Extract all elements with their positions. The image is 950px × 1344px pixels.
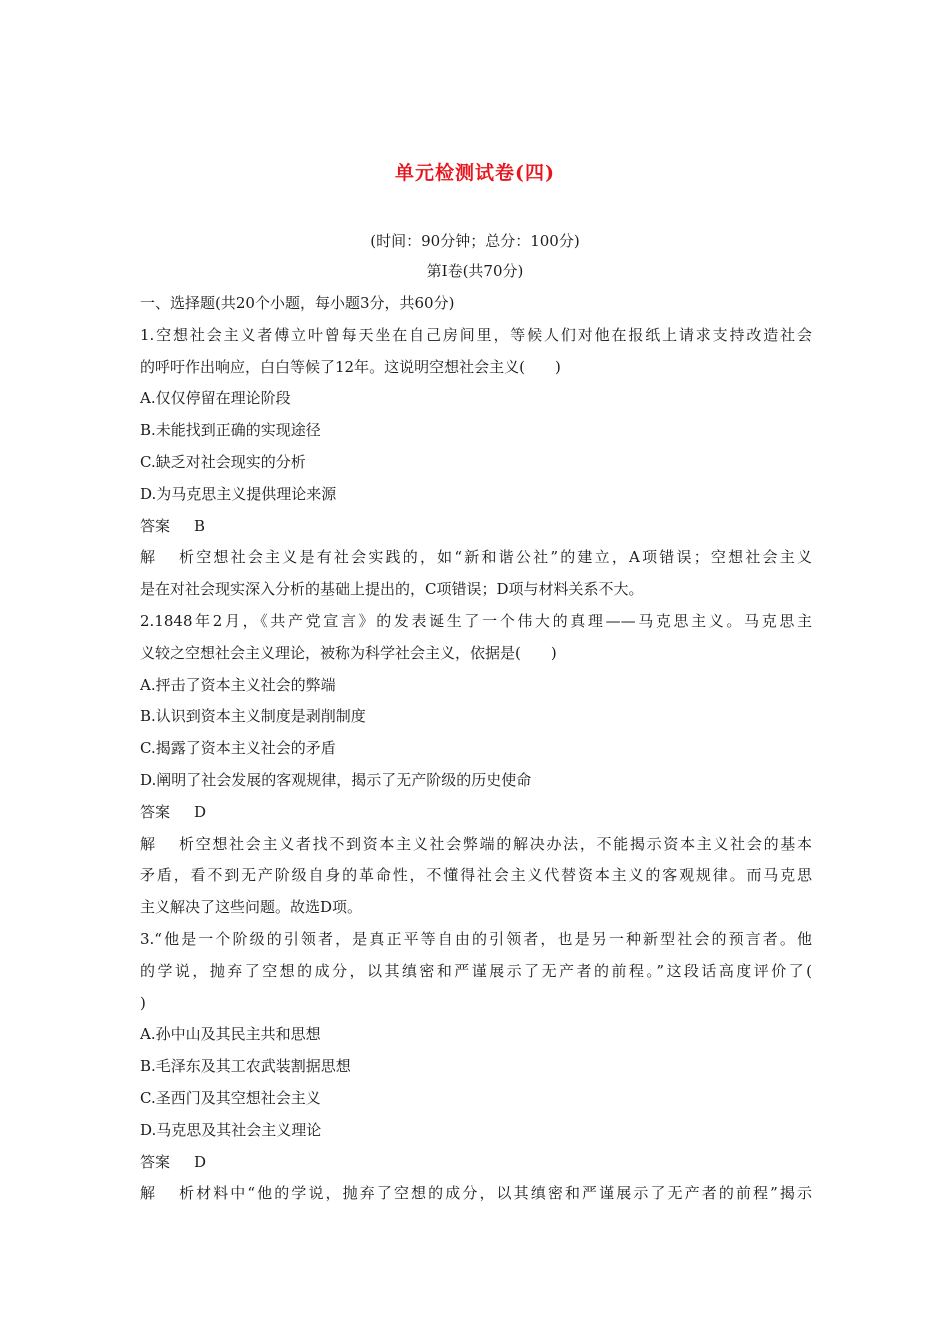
- analysis-line: 矛盾，看不到无产阶级自身的革命性，不懂得社会主义代替资本主义的客观规律。而马克思: [140, 866, 812, 885]
- question-stem-line: 1.空想社会主义者傅立叶曾每天坐在自己房间里，等候人们对他在报纸上请求支持改造社会: [140, 325, 812, 344]
- question-2: [140, 606, 812, 924]
- option-c: C.缺乏对社会现实的分析: [140, 452, 306, 471]
- answer-value: D: [194, 1152, 207, 1171]
- question-stem-line: 义较之空想社会主义理论，被称为科学社会主义，依据是( ): [140, 643, 557, 662]
- question-stem-line: 的学说，抛弃了空想的成分，以其缜密和严谨展示了无产者的前程。”这段话高度评价了(: [140, 961, 812, 980]
- section-heading: 一、选择题(共20个小题，每小题3分，共60分): [140, 294, 455, 312]
- question-3: [140, 924, 812, 1210]
- analysis-line: 是在对社会现实深入分析的基础上提出的，C项错误；D项与材料关系不大。: [140, 580, 644, 599]
- answer-line: [140, 511, 812, 543]
- option-d: D.马克思及其社会主义理论: [140, 1120, 322, 1139]
- answer-label: 答案: [140, 802, 171, 821]
- analysis-label: 解析: [140, 1184, 194, 1203]
- page-title: 单元检测试卷(四): [395, 162, 555, 184]
- analysis-text: 空想社会主义是有社会实践的，如“新和谐公社”的建立，A项错误；空想社会主义: [194, 548, 812, 567]
- analysis-line: 主义解决了这些问题。故选D项。: [140, 898, 363, 917]
- question-stem-line: 的呼吁作出响应，白白等候了12年。这说明空想社会主义( ): [140, 357, 561, 376]
- option-b: B.毛泽东及其工农武装割据思想: [140, 1057, 351, 1076]
- option-a: A.抨击了资本主义社会的弊端: [140, 675, 336, 694]
- option-c: C.圣西门及其空想社会主义: [140, 1088, 321, 1107]
- question-stem-line: ): [140, 993, 146, 1012]
- option-a: A.孙中山及其民主共和思想: [140, 1025, 321, 1044]
- analysis-line: [140, 542, 812, 574]
- answer-value: B: [194, 516, 206, 535]
- answer-value: D: [194, 802, 207, 821]
- option-b: B.认识到资本主义制度是剥削制度: [140, 707, 366, 726]
- option-b: B.未能找到正确的实现途径: [140, 421, 321, 440]
- answer-label: 答案: [140, 516, 171, 535]
- exam-content: [140, 288, 812, 1210]
- option-d: D.阐明了社会发展的客观规律，揭示了无产阶级的历史使命: [140, 770, 532, 789]
- answer-label: 答案: [140, 1152, 171, 1171]
- exam-time-info: (时间：90分钟；总分：100分): [370, 232, 580, 250]
- analysis-label: 解析: [140, 834, 194, 853]
- option-a: A.仅仅停留在理论阶段: [140, 389, 291, 408]
- analysis-line: [140, 829, 812, 861]
- question-1: [140, 320, 812, 606]
- answer-line: [140, 797, 812, 829]
- volume-heading: 第Ⅰ卷(共70分): [426, 262, 524, 280]
- analysis-text: 空想社会主义者找不到资本主义社会弊端的解决办法，不能揭示资本主义社会的基本: [194, 834, 812, 853]
- question-stem-line: 3.“他是一个阶级的引领者，是真正平等自由的引领者，也是另一种新型社会的预言者。他: [140, 929, 812, 948]
- analysis-label: 解析: [140, 548, 194, 567]
- option-c: C.揭露了资本主义社会的矛盾: [140, 739, 336, 758]
- analysis-text: 材料中“他的学说，抛弃了空想的成分，以其缜密和严谨展示了无产者的前程”揭示: [194, 1184, 812, 1203]
- question-stem-line: 2.1848年2月，《共产党宣言》的发表诞生了一个伟大的真理——马克思主义。马克思主: [140, 611, 812, 630]
- analysis-line: [140, 1178, 812, 1210]
- option-d: D.为马克思主义提供理论来源: [140, 484, 337, 503]
- answer-line: [140, 1147, 812, 1179]
